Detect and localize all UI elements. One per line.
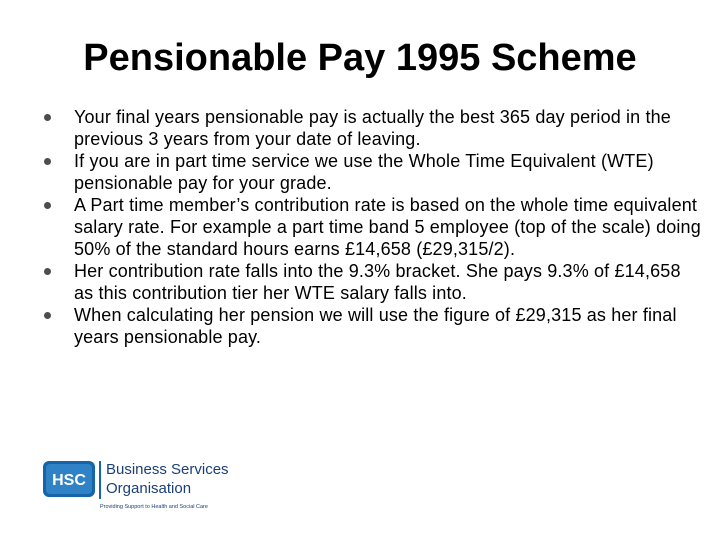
bullet-text: A Part time member’s contribution rate is based on the whole time equivalent salary rate. For example a part time band 5 employee (top of the scale) doing 50% of the standard hours earns £14,658 (£29,315/2).: [74, 195, 701, 259]
bullet-dot-icon: [44, 114, 51, 121]
bullet-dot-icon: [44, 158, 51, 165]
bullet-item: [42, 304, 702, 348]
bullet-item: [42, 106, 702, 150]
bso-logo: [43, 461, 228, 517]
hsc-logo-text: HSC: [52, 472, 86, 489]
hsc-logo-icon: [43, 461, 95, 497]
logo-tagline: Providing Support to Health and Social Care: [100, 504, 208, 510]
bullet-list: [42, 106, 702, 348]
logo-line2: Organisation: [106, 480, 192, 497]
bullet-dot-icon: [44, 312, 51, 319]
bullet-text: Your final years pensionable pay is actually the best 365 day period in the previous 3 years from your date of leaving.: [74, 107, 671, 149]
logo-line1: Business Services: [106, 461, 229, 478]
slide-title: Pensionable Pay 1995 Scheme: [83, 37, 637, 79]
bullet-item: [42, 260, 702, 304]
bullet-dot-icon: [44, 268, 51, 275]
bullet-text: If you are in part time service we use the Whole Time Equivalent (WTE) pensionable pay for your grade.: [74, 151, 654, 193]
bullet-text: When calculating her pension we will use the figure of £29,315 as her final years pensionable pay.: [74, 305, 677, 347]
bullet-text: Her contribution rate falls into the 9.3% bracket. She pays 9.3% of £14,658 as this contribution tier her WTE salary falls into.: [74, 261, 681, 303]
bullet-item: [42, 150, 702, 194]
logo-divider: [99, 461, 101, 499]
bullet-item: [42, 194, 702, 260]
bullet-dot-icon: [44, 202, 51, 209]
